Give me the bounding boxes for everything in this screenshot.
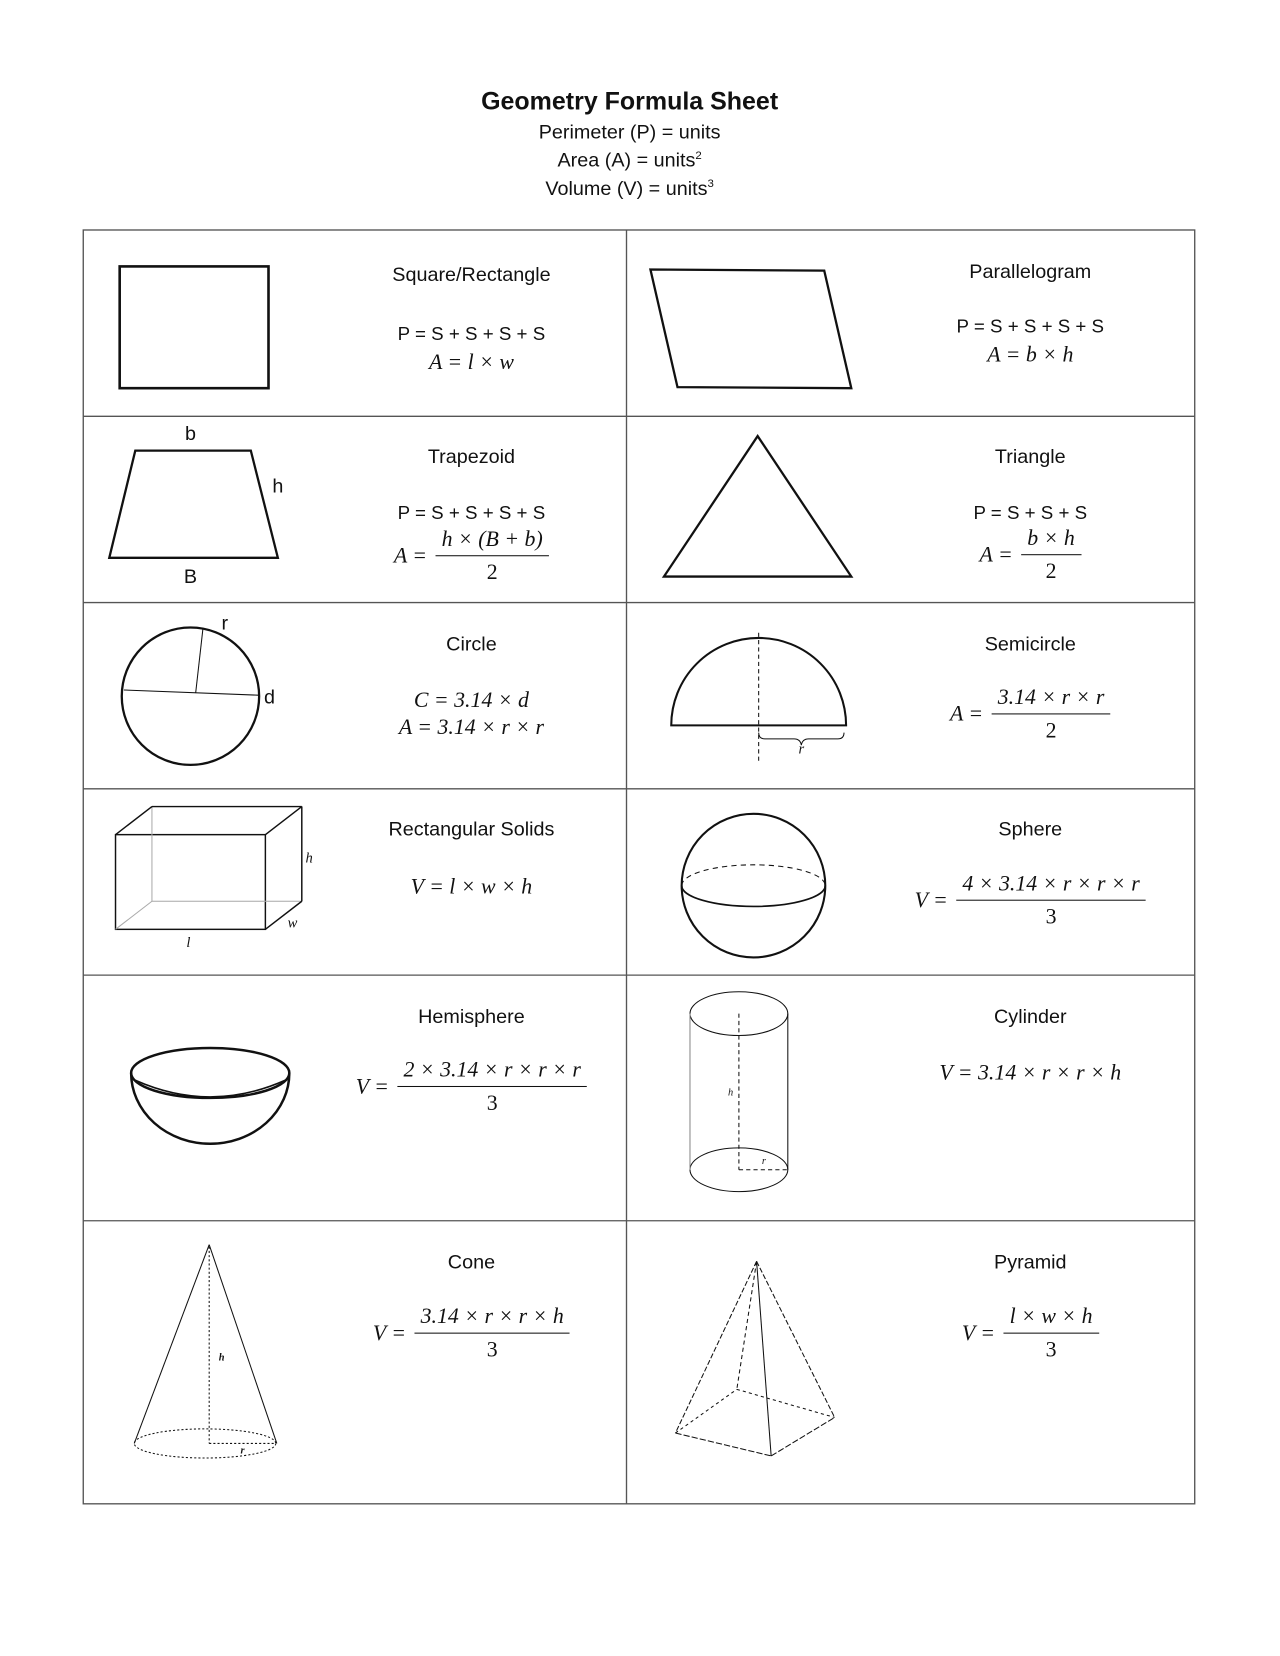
area-exponent: 2 <box>695 149 702 163</box>
volume-exponent: 3 <box>707 177 714 191</box>
rect-solid-volume: V = l × w × h <box>410 873 533 899</box>
circle-title: Circle <box>446 633 497 656</box>
semicircle-area <box>950 684 1111 743</box>
circle-circumference: C = 3.14 × d <box>413 687 529 713</box>
triangle-title: Triangle <box>994 446 1066 469</box>
sphere-shape <box>682 814 826 958</box>
denominator: 3 <box>486 1090 498 1116</box>
parallelogram-perimeter: P = S + S + S + S <box>956 315 1105 337</box>
hemisphere-shape <box>131 1048 289 1144</box>
parallelogram-shape <box>650 270 851 389</box>
trapezoid-label-B: B <box>183 566 198 588</box>
lhs: A = <box>979 541 1013 567</box>
circle-area: A = 3.14 × r × r <box>398 714 545 740</box>
numerator: b × h <box>1021 525 1081 555</box>
denominator: 2 <box>486 559 498 585</box>
cylinder-label-h: h <box>727 1087 734 1099</box>
cone-shape <box>134 1245 277 1458</box>
parallelogram-title: Parallelogram <box>969 261 1092 284</box>
denominator: 3 <box>1045 903 1057 929</box>
lhs: A = <box>949 700 984 726</box>
solid-label-l: l <box>186 935 191 952</box>
lhs: V = <box>961 1320 996 1346</box>
sphere-volume <box>915 871 1146 930</box>
solid-label-w: w <box>287 915 298 932</box>
area-units <box>557 150 701 173</box>
page-title: Geometry Formula Sheet <box>481 87 779 116</box>
circle-shape <box>122 628 259 765</box>
lhs: A = <box>393 542 428 568</box>
square-shape <box>120 266 269 388</box>
lhs: V = <box>355 1073 389 1099</box>
trapezoid-perimeter: P = S + S + S + S <box>397 502 546 523</box>
hemisphere-title: Hemisphere <box>418 1006 525 1029</box>
numerator: 3.14 × r × r <box>991 684 1110 714</box>
trapezoid-title: Trapezoid <box>427 446 516 469</box>
numerator: 4 × 3.14 × r × r × r <box>956 871 1146 901</box>
semicircle-shape <box>671 633 846 762</box>
pyramid-volume <box>962 1303 1099 1362</box>
numerator: h × (B + b) <box>435 526 549 556</box>
numerator: 2 × 3.14 × r × r × r <box>397 1057 587 1087</box>
square-perimeter: P = S + S + S + S <box>397 323 546 344</box>
cylinder-title: Cylinder <box>994 1006 1067 1029</box>
trapezoid-label-b: b <box>184 423 196 446</box>
numerator: l × w × h <box>1003 1303 1098 1333</box>
circle-label-d: d <box>264 686 276 709</box>
lhs: V = <box>372 1320 407 1346</box>
circle-label-r: r <box>221 612 229 635</box>
rect-solid-title: Rectangular Solids <box>388 819 555 841</box>
denominator: 2 <box>1045 558 1057 584</box>
lhs: V = <box>914 887 948 913</box>
cylinder-volume: V = 3.14 × r × r × h <box>939 1059 1122 1085</box>
rectangular-solid-shape <box>116 807 302 930</box>
volume-units-text: Volume (V) = units <box>545 178 708 200</box>
trapezoid-shape <box>109 451 278 558</box>
triangle-shape <box>664 436 851 576</box>
pyramid-shape <box>675 1261 834 1456</box>
cylinder-shape <box>690 992 788 1192</box>
denominator: 3 <box>486 1336 498 1362</box>
square-area: A = l × w <box>428 349 514 375</box>
semicircle-label-r: r <box>798 742 805 758</box>
sphere-title: Sphere <box>998 819 1063 841</box>
semicircle-title: Semicircle <box>984 633 1076 656</box>
denominator: 2 <box>1045 717 1057 743</box>
cone-volume <box>373 1303 570 1362</box>
cylinder-label-r: r <box>761 1155 766 1168</box>
denominator: 3 <box>1045 1336 1057 1362</box>
volume-units <box>545 178 713 201</box>
cone-title: Cone <box>447 1251 496 1274</box>
square-title: Square/Rectangle <box>392 264 551 287</box>
pyramid-title: Pyramid <box>994 1251 1067 1274</box>
cone-label-h: h <box>218 1352 225 1364</box>
hemisphere-volume <box>356 1057 587 1116</box>
numerator: 3.14 × r × r × h <box>414 1303 570 1333</box>
parallelogram-area: A = b × h <box>987 341 1074 367</box>
cone-label-r: r <box>240 1445 245 1457</box>
trapezoid-label-h: h <box>272 475 284 498</box>
area-units-text: Area (A) = units <box>557 150 696 172</box>
triangle-area <box>980 525 1082 584</box>
triangle-perimeter: P = S + S + S <box>973 502 1088 523</box>
solid-label-h: h <box>305 851 313 867</box>
trapezoid-area <box>394 526 549 585</box>
perimeter-units: Perimeter (P) = units <box>538 121 721 144</box>
